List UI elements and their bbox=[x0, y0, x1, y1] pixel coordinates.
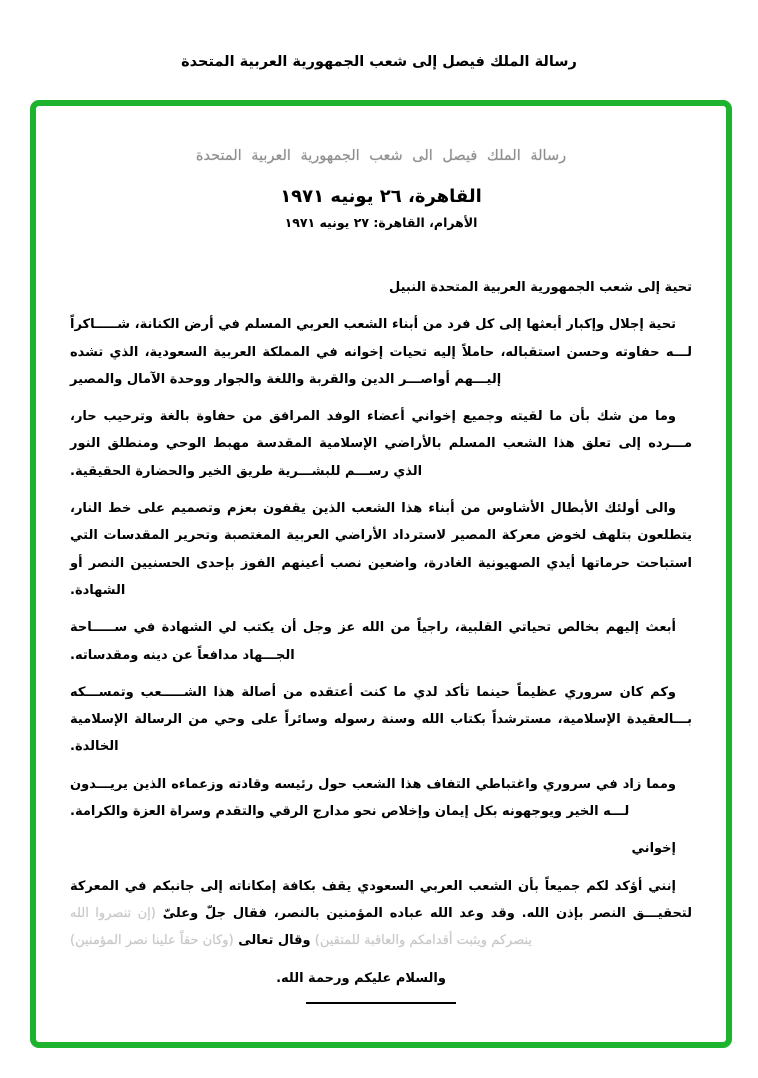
page-title: رسالة الملك فيصل إلى شعب الجمهورية العربية المتحدة bbox=[181, 54, 577, 70]
divider-line bbox=[306, 1002, 456, 1004]
letter-frame bbox=[30, 100, 732, 1048]
letter-paragraph: والى أولئك الأبطال الأشاوس من أبناء هذا الشعب الذين يقفون بعزم وتصميم على خط النار، يتطلعون بتلهف لخوض معركة المصير لاسترداد الأراضي العربية المغتصبة وتحرير المقدسات التي استباحت حرماتها أيدي الصهيونية الغادرة، واضعين نصب أعينهم الفوز بإحدى الحسنيين النصر أو الشهادة. bbox=[70, 501, 692, 598]
letter-closing-paragraph bbox=[70, 873, 692, 955]
letter-paragraph: ومما زاد في سروري واغتباطي التفاف هذا الشعب حول رئيسه وقادته وزعماءه الذين يريـــدون لـــه الخير ويوجهونه بكل إيمان وإخلاص نحو مدارج الرقي والتقدم وسراة العزة والكرامة. bbox=[70, 776, 676, 820]
faded-quran-quote: (إن تنصروا الله ينصركم ويثبت أقدامكم والعاقبة للمتقين) bbox=[70, 905, 533, 949]
letter-paragraph: أبعث إليهم بخالص تحياتي القلبية، راجياً من الله عز وجل أن يكتب لي الشهادة في ســـــاحة الجـــهاد مدافعاً عن دينه ومقدساته. bbox=[70, 620, 676, 663]
letter-dateline: القاهرة، ٢٦ يونيه ١٩٧١ bbox=[280, 186, 482, 207]
letter-source-line: الأهرام، القاهرة: ٢٧ يونيه ١٩٧١ bbox=[284, 215, 478, 230]
closing-bold-text: إنني أؤكد لكم جميعاً بأن الشعب العربي السعودي يقف بكافة إمكاناته إلى جانبكم في المعركة لتحقيـــق النصر بإذن الله. وقد وعد الله عباده المؤمنين بالنصر، فقال جلّ وعلىّ bbox=[70, 878, 692, 921]
letter-paragraph: تحية إجلال وإكبار أبعثها إلى كل فرد من أبناء الشعب العربي المسلم في أرض الكنانة، شـــــاكراً لـــه حفاوته وحسن استقباله، حاملاً إليه تحيات إخوانه في المملكة العربية السعودية، الذي تشده إليـــهم أواصـــر الدين والقربة واللغة والجوار ووحدة الآمال والمصير bbox=[70, 317, 692, 387]
letter-salutation: تحية إلى شعب الجمهورية العربية المتحدة النبيل bbox=[389, 280, 692, 295]
letter-paragraph: وما من شك بأن ما لقيته وجميع إخواني أعضاء الوفد المرافق من حفاوة بالغة وترحيب حار، مـــرده إلى تعلق هذا الشعب المسلم بالأراضي الإسلامية المقدسة مهبط الوحي ومنطلق النور الذي رســـم للبشـــرية طريق الخير والحضارة الحقيقية. bbox=[70, 409, 692, 479]
letter-inner-title: رسالة الملك فيصل الى شعب الجمهورية العربية المتحدة bbox=[195, 148, 567, 164]
faded-quran-quote: (وكان حقاً علينا نصر المؤمنين) bbox=[70, 933, 234, 949]
letter-paragraph: وكم كان سروري عظيماً حينما تأكد لدي ما كنت أعتقده من أصالة هذا الشـــــعب وتمســـكه بـــالعقيدة الإسلامية، مسترشداً بكتاب الله وسنة رسوله وسائراً على وحي من الرسالة الإسلامية الخالدة. bbox=[70, 684, 692, 755]
letter-farewell: والسلام عليكم ورحمة الله. bbox=[276, 970, 446, 986]
closing-bold-text: وقال تعالى bbox=[233, 933, 311, 949]
letter-brothers-line: إخواني bbox=[631, 841, 676, 857]
